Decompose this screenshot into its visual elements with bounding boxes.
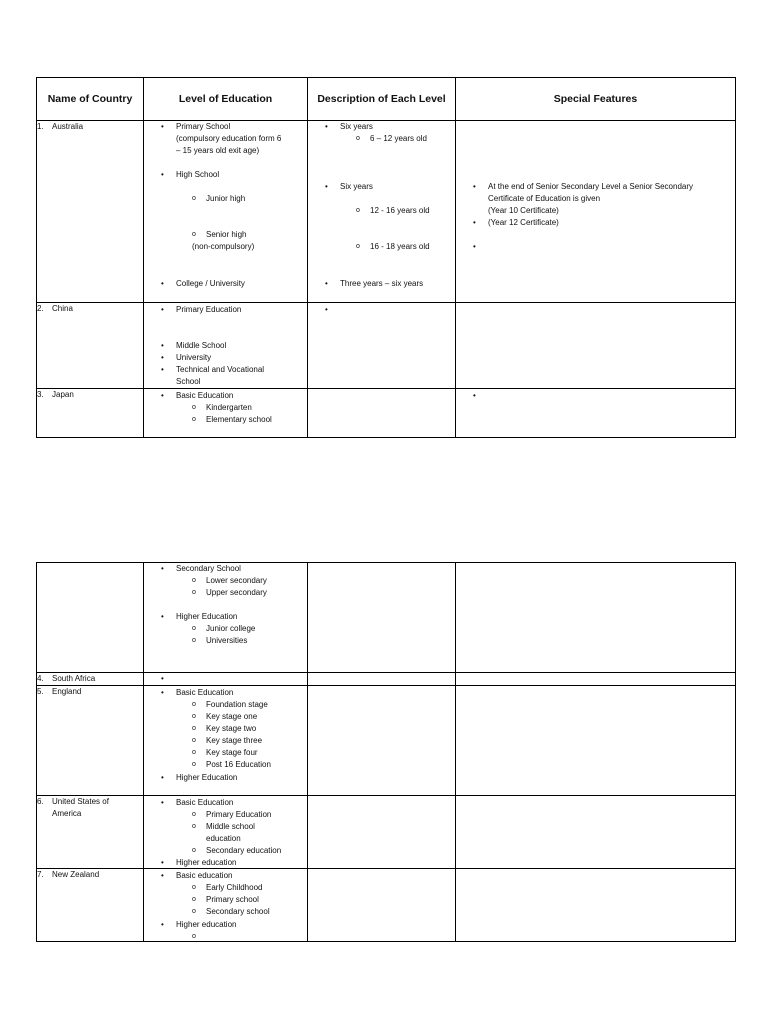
education-table-page-1 bbox=[36, 77, 736, 438]
level-cell bbox=[144, 686, 308, 796]
row-number: 7. bbox=[37, 870, 44, 879]
country-cell bbox=[37, 869, 144, 942]
country-cell bbox=[37, 389, 144, 438]
list-item: • Higher Education bbox=[176, 611, 237, 623]
table-row-england bbox=[37, 686, 736, 796]
sub-list-item: o Secondary school bbox=[206, 906, 270, 918]
sub-list-item: o Senior high bbox=[206, 229, 246, 241]
list-item: • Three years – six years bbox=[340, 278, 423, 290]
sub-list-item: o Upper secondary bbox=[206, 587, 267, 599]
country-name: United States of America bbox=[52, 797, 109, 818]
sub-list-item: o Early Childhood bbox=[206, 882, 262, 894]
list-item: • Secondary School bbox=[176, 563, 241, 575]
country-name: England bbox=[52, 687, 82, 696]
education-table-page-2 bbox=[36, 562, 736, 942]
list-item-text: School bbox=[176, 377, 201, 386]
level-cell bbox=[144, 389, 308, 438]
country-cell bbox=[37, 796, 144, 869]
description-cell bbox=[308, 121, 456, 303]
description-cell bbox=[308, 686, 456, 796]
features-cell bbox=[456, 796, 736, 869]
sub-list-item: o Junior college bbox=[206, 623, 255, 635]
country-name: Australia bbox=[52, 122, 84, 131]
list-item-text: (compulsory education form 6 bbox=[176, 134, 282, 143]
list-item: • University bbox=[176, 352, 211, 364]
country-cell bbox=[37, 673, 144, 686]
list-item-text: Certificate of Education is given bbox=[488, 194, 601, 203]
country-name: Japan bbox=[52, 390, 74, 399]
sub-list-item: o 12 - 16 years old bbox=[370, 205, 430, 217]
features-cell bbox=[456, 121, 736, 303]
list-item: • Six years bbox=[340, 121, 373, 133]
sub-list-item: o Lower secondary bbox=[206, 575, 267, 587]
list-item: • Primary School bbox=[176, 121, 230, 133]
sub-list-item: o Primary Education bbox=[206, 809, 271, 821]
description-cell bbox=[308, 869, 456, 942]
table-row-australia bbox=[37, 121, 736, 303]
list-item: • Basic Education bbox=[176, 687, 233, 699]
sub-list-item: o Foundation stage bbox=[206, 699, 268, 711]
table-row-japan-continued bbox=[37, 563, 736, 673]
table-row-usa bbox=[37, 796, 736, 869]
features-cell bbox=[456, 869, 736, 942]
list-item-text: education bbox=[206, 834, 241, 843]
features-cell bbox=[456, 303, 736, 389]
sub-list-item: o Elementary school bbox=[206, 414, 272, 426]
features-cell bbox=[456, 563, 736, 673]
table-row-new-zealand bbox=[37, 869, 736, 942]
features-cell bbox=[456, 389, 736, 438]
list-item: • Technical and Vocational bbox=[176, 364, 264, 376]
country-name: South Africa bbox=[52, 674, 96, 683]
description-cell bbox=[308, 673, 456, 686]
table-row-south-africa bbox=[37, 673, 736, 686]
table-row-china bbox=[37, 303, 736, 389]
list-item-text: – 15 years old exit age) bbox=[176, 146, 260, 155]
level-cell bbox=[144, 563, 308, 673]
list-item: • At the end of Senior Secondary Level a Senior Secondary bbox=[488, 181, 693, 193]
level-cell bbox=[144, 121, 308, 303]
description-cell bbox=[308, 563, 456, 673]
row-number: 4. bbox=[37, 674, 44, 683]
list-item: • College / University bbox=[176, 278, 245, 290]
list-item: • Primary Education bbox=[176, 304, 241, 316]
list-item: • High School bbox=[176, 169, 219, 181]
level-cell bbox=[144, 869, 308, 942]
sub-list-item: o Key stage three bbox=[206, 735, 262, 747]
features-cell bbox=[456, 673, 736, 686]
list-item: • Basic Education bbox=[176, 390, 233, 402]
sub-list-item: o Key stage one bbox=[206, 711, 257, 723]
description-cell bbox=[308, 389, 456, 438]
level-cell bbox=[144, 673, 308, 686]
description-cell bbox=[308, 796, 456, 869]
description-cell bbox=[308, 303, 456, 389]
list-item: • Six years bbox=[340, 181, 373, 193]
header-row bbox=[37, 78, 736, 121]
row-number: 1. bbox=[37, 122, 44, 131]
row-number: 2. bbox=[37, 304, 44, 313]
list-item: • Basic education bbox=[176, 870, 232, 882]
level-cell bbox=[144, 303, 308, 389]
row-number: 3. bbox=[37, 390, 44, 399]
country-cell bbox=[37, 686, 144, 796]
list-item-text: (non-compulsory) bbox=[192, 242, 255, 251]
sub-list-item: o Key stage four bbox=[206, 747, 258, 759]
header-features: Special Features bbox=[456, 78, 736, 121]
sub-list-item: o 16 - 18 years old bbox=[370, 241, 430, 253]
country-name: New Zealand bbox=[52, 870, 100, 879]
list-item: • Higher Education bbox=[176, 772, 237, 784]
sub-list-item: o Kindergarten bbox=[206, 402, 252, 414]
list-item: • Higher education bbox=[176, 857, 236, 869]
sub-list-item: o Middle school bbox=[206, 821, 255, 833]
sub-list-item: o Junior high bbox=[206, 193, 245, 205]
header-country: Name of Country bbox=[37, 78, 144, 121]
list-item: • Middle School bbox=[176, 340, 226, 352]
table-row-japan bbox=[37, 389, 736, 438]
country-name: China bbox=[52, 304, 73, 313]
header-level: Level of Education bbox=[144, 78, 308, 121]
header-description: Description of Each Level bbox=[308, 78, 456, 121]
country-cell bbox=[37, 121, 144, 303]
country-cell bbox=[37, 563, 144, 673]
sub-list-item: o Post 16 Education bbox=[206, 759, 271, 771]
list-item-text: (Year 10 Certificate) bbox=[488, 206, 559, 215]
sub-list-item: o Primary school bbox=[206, 894, 259, 906]
sub-list-item: o Key stage two bbox=[206, 723, 256, 735]
row-number: 6. bbox=[37, 797, 44, 806]
country-cell bbox=[37, 303, 144, 389]
row-number: 5. bbox=[37, 687, 44, 696]
list-item: • Higher education bbox=[176, 919, 236, 931]
list-item: • (Year 12 Certificate) bbox=[488, 217, 559, 229]
list-item: • Basic Education bbox=[176, 797, 233, 809]
features-cell bbox=[456, 686, 736, 796]
sub-list-item: o Secondary education bbox=[206, 845, 281, 857]
sub-list-item: o 6 – 12 years old bbox=[370, 133, 427, 145]
sub-list-item: o Universities bbox=[206, 635, 247, 647]
level-cell bbox=[144, 796, 308, 869]
